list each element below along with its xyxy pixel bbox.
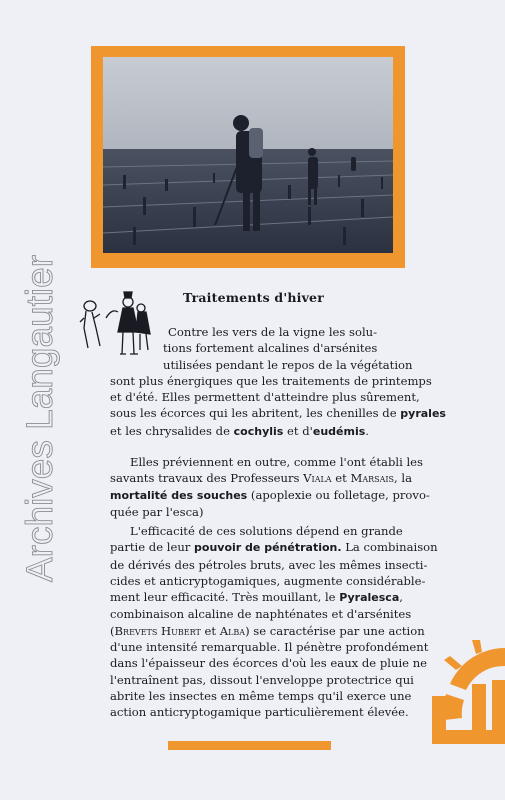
text-line: sont plus énergiques que les traitements de printemps [110, 373, 432, 388]
text-run: La combinaison [345, 540, 438, 555]
text-line: et d'été. Elles permettent d'atteindre plus sûrement, [110, 390, 420, 405]
text-line: L'efficacité de ces solutions dépend en grande [130, 524, 403, 538]
text-line [110, 589, 428, 606]
name-smallcaps: Marsais [350, 471, 395, 486]
text-line [110, 405, 446, 422]
text-line: Contre les vers de la vigne les solu- [168, 325, 378, 339]
text-run: , la [394, 471, 413, 486]
text-line: cides et anticryptogamiques, augmente considérable- [110, 573, 426, 588]
text-line: abrite les insectes en même temps qu'il exerce une [110, 688, 412, 703]
text-line: de dérivés des pétroles bruts, avec les mêmes insecti- [110, 557, 428, 572]
text-run: . [365, 423, 369, 438]
bold-term: pouvoir de pénétration. [194, 541, 342, 555]
name-smallcaps: Brevets Hubert [114, 623, 201, 638]
vineyard-photo [103, 57, 393, 253]
text-line [110, 470, 428, 486]
text-line [110, 423, 428, 440]
text-run: savants travaux des Professeurs [110, 471, 300, 486]
text-line [110, 539, 438, 556]
photo-frame [91, 46, 405, 268]
text-run: (apoplexie ou folletage, provo- [250, 487, 430, 502]
sun-logo-corner [432, 640, 505, 746]
paragraph-1 [110, 324, 446, 440]
text-line: action anticryptogamique particulièrement élevée. [110, 705, 409, 720]
text-line [110, 487, 428, 504]
name-smallcaps: Alba [219, 623, 246, 638]
text-run: et les chrysalides de [110, 423, 230, 438]
text-run: sous les écorces qui les abritent, les chenilles de [110, 406, 397, 421]
text-line: Elles préviennent en outre, comme l'ont établi les [130, 455, 423, 469]
text-run: ( [110, 623, 115, 638]
text-line: quée par l'esca) [110, 504, 204, 519]
watermark [12, 232, 62, 582]
text-line: utilisées pendant le repos de la végétation [163, 357, 413, 372]
text-line: dans l'épaisseur des écorces d'où les eaux de pluie ne [110, 656, 428, 671]
text-line: l'entraînent pas, dissout l'enveloppe protectrice qui [110, 672, 414, 687]
bold-term: mortalité des souches [110, 488, 248, 502]
section-heading: Traitements d'hiver [183, 290, 324, 305]
bold-term: cochylis [233, 424, 284, 438]
text-line: combinaison alcaline de naphténates et d'arsénites [110, 607, 412, 622]
text-run: ment leur efficacité. Très mouillant, le [110, 590, 336, 605]
bold-term: pyrales [400, 407, 446, 421]
watermark-text: Archives Langautier [19, 254, 60, 582]
name-smallcaps: Viala [303, 471, 332, 486]
text-run: et d' [287, 423, 313, 438]
bold-term: eudémis [312, 424, 366, 438]
text-run: et [204, 623, 217, 638]
paragraph-3 [110, 523, 438, 721]
text-run: et [335, 471, 347, 486]
paragraph-2 [110, 454, 428, 520]
text-line [110, 623, 428, 639]
product-name: Pyralesca [339, 591, 400, 605]
text-run: , [399, 590, 403, 605]
text-run: partie de leur [110, 540, 191, 555]
orange-rule [168, 741, 331, 750]
text-line: d'une intensité remarquable. Il pénètre profondément [110, 640, 429, 655]
text-line: tions fortement alcalines d'arsénites [163, 341, 378, 356]
text-run: ) se caractérise par une action [245, 623, 425, 638]
